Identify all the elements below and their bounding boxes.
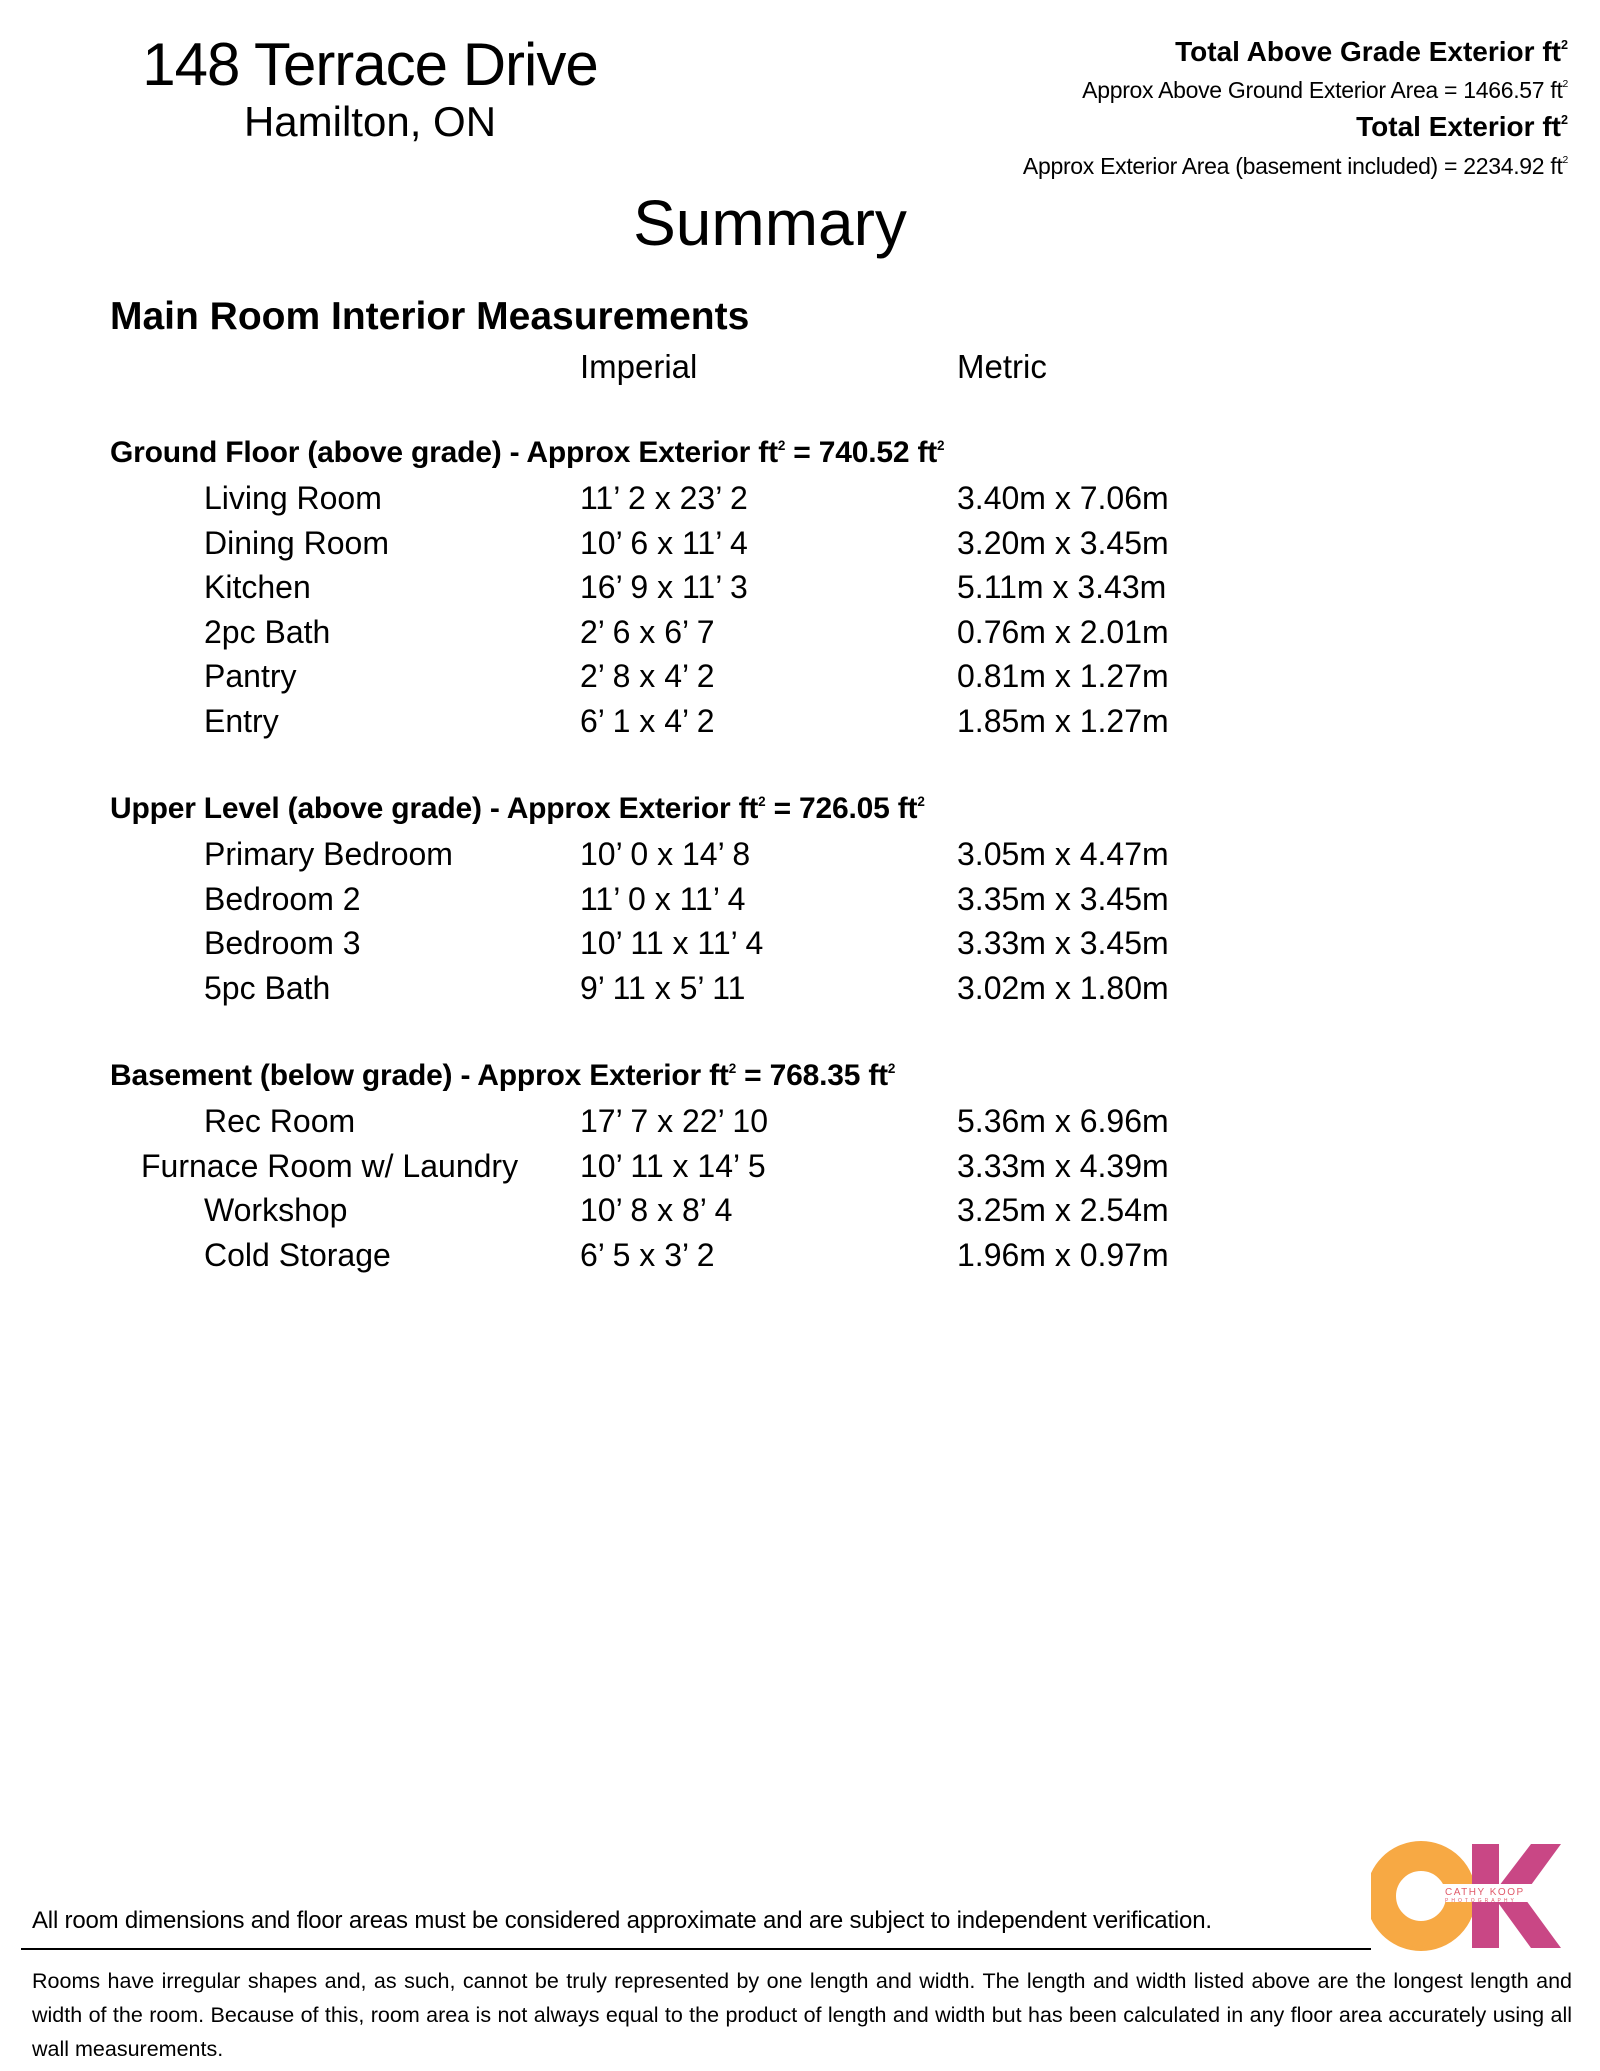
sup: 2 <box>728 1061 737 1077</box>
footnote: Rooms have irregular shapes and, as such, cannot be truly represented by one length and width. The length and width listed above are the longest length and width of the room. Because of this, room area is not always equal to the product of length and width but has been calculated in any floor area accurately using all wall measurements. <box>32 1969 1572 2061</box>
room-metric: 0.81m x 1.27m <box>957 658 1169 695</box>
room-imperial: 10’ 11 x 14’ 5 <box>580 1147 766 1184</box>
group-title: Ground Floor (above grade) - Approx Exterior ft <box>110 436 778 469</box>
room-row <box>0 1148 1300 1192</box>
room-row <box>0 614 1300 658</box>
room-metric: 3.05m x 4.47m <box>957 836 1169 872</box>
room-name: Cold Storage <box>204 1236 391 1273</box>
room-metric: 0.76m x 2.01m <box>957 613 1169 650</box>
sup: 2 <box>1560 37 1568 52</box>
above-grade-title-text: Total Above Grade Exterior ft <box>1175 36 1561 67</box>
group-heading <box>110 792 925 826</box>
room-imperial: 6’ 5 x 3’ 2 <box>580 1236 715 1273</box>
room-imperial: 10’ 11 x 11’ 4 <box>580 925 764 962</box>
room-name: Bedroom 2 <box>204 880 361 917</box>
room-metric: 3.33m x 4.39m <box>957 1147 1169 1184</box>
room-imperial: 2’ 6 x 6’ 7 <box>580 613 715 650</box>
sup: 2 <box>1560 112 1568 127</box>
svg-text:PHOTOGRAPHY: PHOTOGRAPHY <box>1445 1898 1517 1904</box>
room-imperial: 10’ 8 x 8’ 4 <box>580 1192 733 1229</box>
group-area: = 740.52 ft <box>785 436 938 469</box>
disclaimer: All room dimensions and floor areas must be considered approximate and are subject to independent verification. <box>32 1907 1212 1934</box>
room-name: Kitchen <box>204 569 311 606</box>
room-row <box>0 881 1300 925</box>
above-grade-value <box>1082 77 1568 104</box>
room-imperial: 10’ 6 x 11’ 4 <box>580 524 748 561</box>
room-name: 5pc Bath <box>204 969 331 1006</box>
room-metric: 1.96m x 0.97m <box>957 1236 1169 1273</box>
room-name: Workshop <box>204 1192 348 1229</box>
room-imperial: 11’ 2 x 23’ 2 <box>580 480 748 516</box>
room-row <box>0 703 1300 747</box>
sup: 2 <box>937 438 945 454</box>
room-row <box>0 836 1300 880</box>
room-row <box>0 569 1300 613</box>
imperial-header: Imperial <box>580 348 698 385</box>
group-title: Upper Level (above grade) - Approx Exterior ft <box>110 792 759 825</box>
room-imperial: 10’ 0 x 14’ 8 <box>580 836 751 872</box>
group-area: = 768.35 ft <box>736 1059 888 1092</box>
group-title: Basement (below grade) - Approx Exterior ft <box>110 1059 729 1092</box>
room-row <box>0 1237 1300 1281</box>
sup: 2 <box>917 794 925 810</box>
above-grade-value-text: Approx Above Ground Exterior Area = 1466.57 ft <box>1082 77 1563 103</box>
property-address: 148 Terrace Drive <box>142 31 598 98</box>
room-name: Living Room <box>204 480 382 516</box>
room-metric: 3.20m x 3.45m <box>957 524 1169 561</box>
room-metric: 1.85m x 1.27m <box>957 703 1169 739</box>
room-metric: 5.36m x 6.96m <box>957 1103 1169 1139</box>
total-exterior-value-text: Approx Exterior Area (basement included) = 2234.92 ft <box>1022 153 1563 179</box>
room-metric: 3.35m x 3.45m <box>957 880 1169 917</box>
room-imperial: 6’ 1 x 4’ 2 <box>580 703 715 739</box>
room-imperial: 17’ 7 x 22’ 10 <box>580 1103 768 1139</box>
room-name: Rec Room <box>204 1103 356 1139</box>
above-grade-title <box>1175 36 1568 68</box>
sup: 2 <box>887 1061 896 1077</box>
section-title: Main Room Interior Measurements <box>110 295 750 338</box>
room-name: Primary Bedroom <box>204 836 453 872</box>
svg-text:CATHY KOOP: CATHY KOOP <box>1445 1887 1525 1898</box>
room-row <box>0 525 1300 569</box>
divider <box>21 1948 1371 1950</box>
room-name: Dining Room <box>204 524 389 561</box>
room-name: Bedroom 3 <box>204 925 361 962</box>
room-metric: 3.33m x 3.45m <box>957 925 1169 962</box>
group-area: = 726.05 ft <box>765 792 918 825</box>
room-name: Furnace Room w/ Laundry <box>141 1147 519 1184</box>
room-name: Pantry <box>204 658 297 695</box>
property-city: Hamilton, ON <box>243 98 497 145</box>
room-metric: 3.40m x 7.06m <box>957 480 1169 516</box>
group-heading <box>110 1059 895 1093</box>
total-exterior-value <box>1023 153 1568 180</box>
room-row <box>0 480 1300 524</box>
room-name: Entry <box>204 703 279 739</box>
room-imperial: 2’ 8 x 4’ 2 <box>580 658 715 695</box>
room-imperial: 11’ 0 x 11’ 4 <box>580 880 746 917</box>
total-exterior-title <box>1356 111 1568 143</box>
cathy-koop-logo <box>1371 1840 1567 1952</box>
room-metric: 3.02m x 1.80m <box>957 969 1169 1006</box>
room-metric: 3.25m x 2.54m <box>957 1192 1169 1229</box>
room-metric: 5.11m x 3.43m <box>957 569 1167 606</box>
room-row <box>0 1103 1300 1147</box>
room-imperial: 9’ 11 x 5’ 11 <box>580 969 746 1006</box>
room-name: 2pc Bath <box>204 613 331 650</box>
metric-header: Metric <box>957 348 1047 385</box>
sup: 2 <box>758 794 766 810</box>
summary-title: Summary <box>633 187 907 259</box>
room-row <box>0 658 1300 702</box>
sup: 2 <box>1562 78 1568 90</box>
sup: 2 <box>777 438 786 454</box>
room-row <box>0 925 1300 969</box>
group-heading <box>110 436 944 470</box>
sup: 2 <box>1562 154 1568 166</box>
room-row <box>0 1192 1300 1236</box>
room-row <box>0 970 1300 1014</box>
room-imperial: 16’ 9 x 11’ 3 <box>580 569 748 606</box>
total-exterior-title-text: Total Exterior ft <box>1356 111 1561 142</box>
